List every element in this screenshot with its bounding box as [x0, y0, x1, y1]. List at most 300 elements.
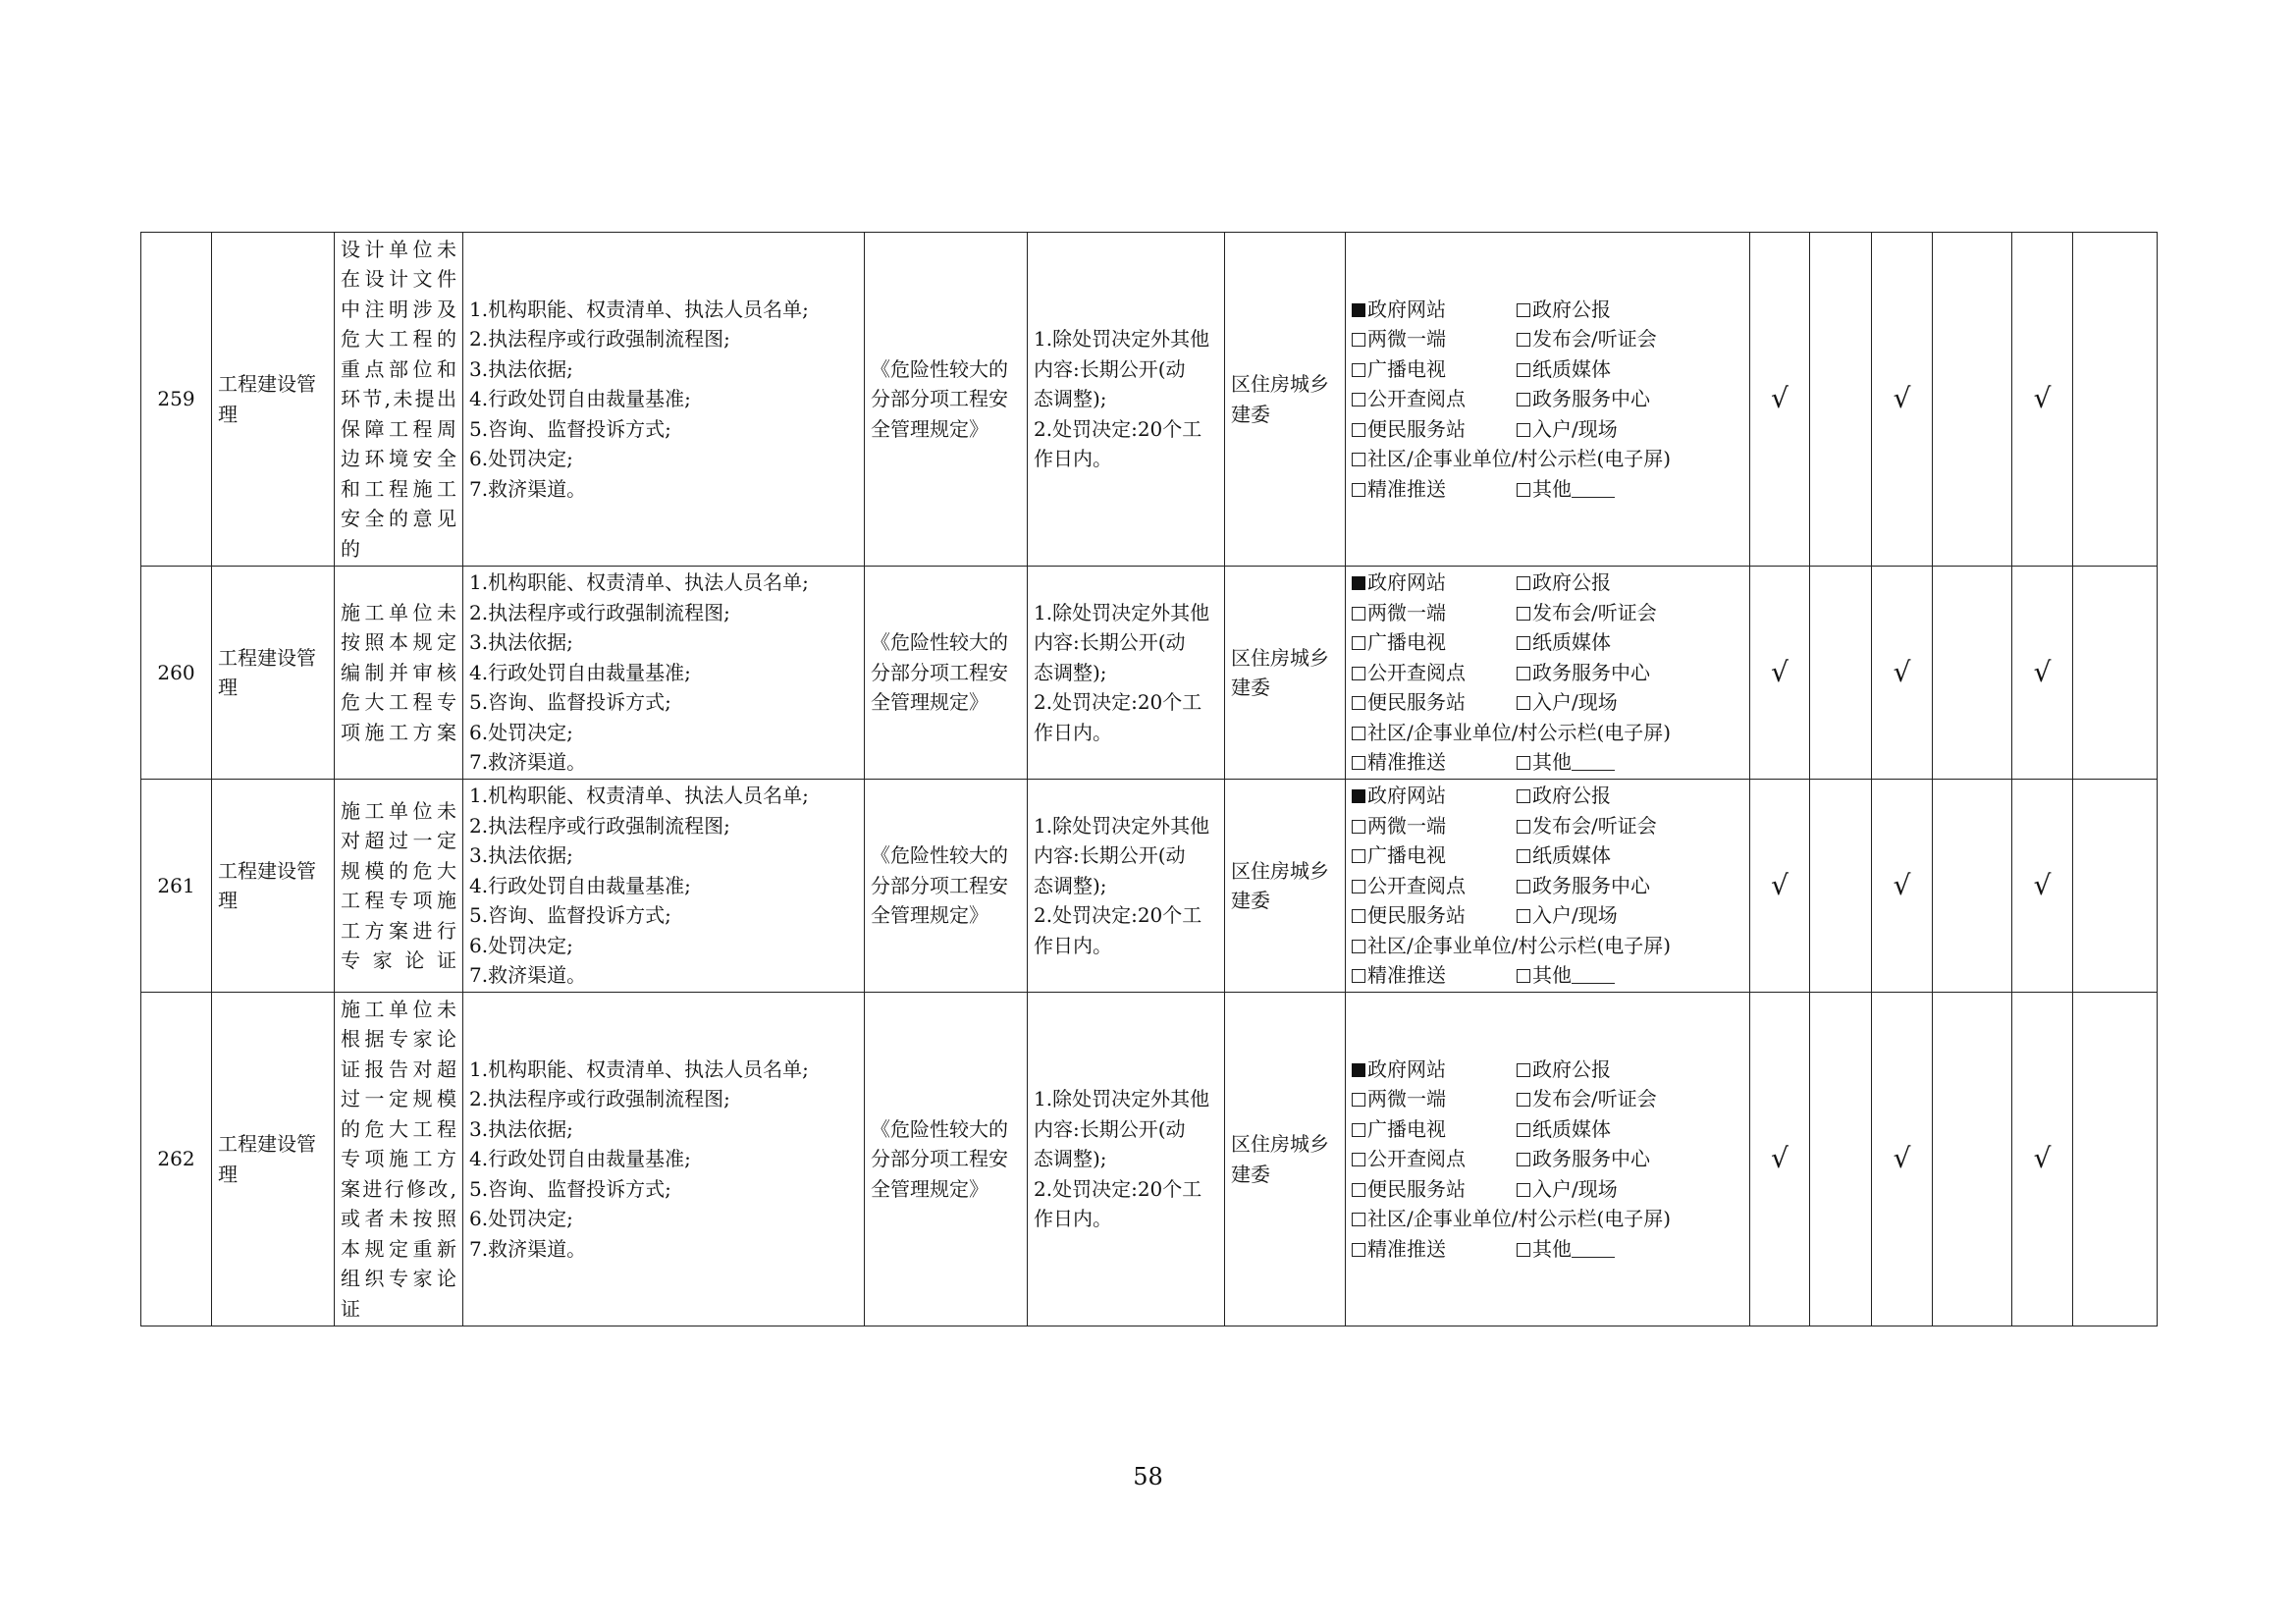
content-text-line: 4.行政处罚自由裁量基准; — [469, 873, 691, 897]
channel-option[interactable] — [1352, 1174, 1517, 1205]
mark-cell — [2012, 233, 2073, 567]
timing-text-line: 内容:长期公开(动 — [1034, 1116, 1186, 1141]
basis-cell — [865, 780, 1028, 993]
item-text — [341, 796, 456, 976]
checkbox-icon[interactable] — [1517, 393, 1530, 406]
item-cell — [335, 567, 463, 780]
item-text-line: 本规定重新 — [341, 1236, 456, 1261]
checkbox-icon[interactable] — [1352, 820, 1365, 834]
item-text — [341, 598, 456, 748]
channel-option[interactable] — [1352, 627, 1517, 658]
channel-label: 广播电视 — [1367, 356, 1446, 381]
checkbox-icon[interactable] — [1352, 607, 1365, 621]
content-text — [469, 295, 858, 505]
item-text-line: 环节,未提出 — [341, 387, 456, 411]
channel-label: 入户/现场 — [1532, 690, 1618, 715]
subject-text-line: 建委 — [1231, 676, 1270, 699]
basis-text-line: 分部分项工程安 — [871, 1147, 1008, 1171]
channel-option[interactable] — [1352, 1204, 1743, 1234]
content-text-line: 6.处罚决定; — [469, 720, 573, 744]
timing-text-line: 作日内。 — [1034, 720, 1112, 744]
timing-text — [1034, 811, 1218, 961]
category-text-line: 工程建设管 — [218, 1132, 316, 1156]
channel-label: 政府网站 — [1367, 297, 1446, 321]
channel-option[interactable] — [1517, 900, 1743, 931]
item-text-line: 危大工程专 — [341, 690, 456, 715]
channel-label: 政府公报 — [1532, 297, 1611, 321]
checkbox-icon[interactable] — [1517, 1123, 1530, 1137]
subject-text-line: 区住房城乡 — [1231, 858, 1329, 883]
timing-text-line: 作日内。 — [1034, 1207, 1112, 1231]
item-text-line: 中注明涉及 — [341, 297, 456, 321]
content-text-line: 4.行政处罚自由裁量基准; — [469, 660, 691, 684]
item-text-line: 施工单位未 — [341, 798, 456, 823]
category-text-line: 理 — [218, 889, 238, 912]
channel-option[interactable] — [1352, 658, 1517, 688]
checkbox-icon[interactable] — [1352, 393, 1365, 406]
checkbox-icon[interactable] — [1352, 483, 1365, 497]
subject-text-line: 建委 — [1231, 1162, 1270, 1186]
content-text-line: 5.咨询、监督投诉方式; — [469, 416, 671, 441]
content-text-line: 2.执法程序或行政强制流程图; — [469, 1087, 730, 1111]
item-text-line: 重点部位和 — [341, 356, 456, 381]
mark-cell — [1872, 567, 1933, 780]
channel-option[interactable] — [1517, 295, 1743, 325]
mark-cell — [2073, 780, 2158, 993]
channel-option[interactable] — [1352, 1234, 1517, 1265]
channel-option[interactable] — [1517, 627, 1743, 658]
check-mark: √ — [1771, 382, 1789, 415]
channel-option[interactable] — [1517, 1084, 1743, 1114]
timing-text-line: 态调整); — [1034, 660, 1107, 684]
channel-option[interactable] — [1352, 598, 1517, 628]
channel-option[interactable] — [1517, 871, 1743, 901]
checkbox-icon[interactable] — [1517, 696, 1530, 710]
item-cell — [335, 780, 463, 993]
mark-cell — [1810, 567, 1872, 780]
content-cell — [463, 233, 865, 567]
channel-label: 政府网站 — [1367, 784, 1446, 808]
channel-option[interactable] — [1352, 414, 1517, 445]
basis-cell — [865, 567, 1028, 780]
checkbox-icon[interactable] — [1352, 453, 1365, 466]
channel-option[interactable] — [1352, 687, 1517, 718]
mark-cell — [1872, 233, 1933, 567]
channel-label: 政府公报 — [1532, 784, 1611, 808]
content-cell — [463, 567, 865, 780]
content-text-line: 7.救济渠道。 — [469, 750, 587, 775]
check-mark: √ — [2033, 655, 2052, 688]
checkbox-icon[interactable] — [1517, 667, 1530, 680]
checkbox-icon[interactable] — [1352, 333, 1365, 347]
mark-cell — [2073, 233, 2158, 567]
row-number-cell — [141, 780, 212, 993]
channel-option[interactable] — [1352, 747, 1517, 778]
row-number-cell — [141, 233, 212, 567]
channel-label: 其他 — [1532, 750, 1572, 775]
category-cell — [212, 780, 335, 993]
checked-box-icon[interactable] — [1352, 576, 1365, 590]
item-text-line: 专项施工方 — [341, 1147, 456, 1171]
channel-label: 公开查阅点 — [1367, 387, 1466, 411]
channel-option[interactable] — [1517, 1174, 1743, 1205]
item-text-line: 施工单位未 — [341, 600, 456, 624]
channel-option[interactable] — [1352, 324, 1517, 354]
item-text-line: 证报告对超 — [341, 1056, 456, 1081]
checkbox-icon[interactable] — [1352, 727, 1365, 740]
check-mark: √ — [1893, 382, 1911, 415]
basis-text — [871, 1114, 1021, 1205]
mark-cell — [1810, 233, 1872, 567]
channel-label: 政府公报 — [1532, 1056, 1611, 1081]
item-text-line: 和工程施工 — [341, 476, 456, 501]
basis-text — [871, 840, 1021, 931]
checkbox-icon[interactable] — [1517, 423, 1530, 437]
channel-option[interactable] — [1517, 960, 1743, 991]
channel-label: 纸质媒体 — [1532, 630, 1611, 655]
basis-text-line: 全管理规定》 — [871, 1176, 988, 1201]
channel-list — [1352, 781, 1743, 991]
checkbox-icon[interactable] — [1517, 1153, 1530, 1166]
checkbox-icon[interactable] — [1517, 849, 1530, 863]
channel-option[interactable] — [1352, 718, 1743, 748]
timing-text-line: 2.处罚决定:20个工 — [1034, 690, 1202, 715]
timing-text-line: 作日内。 — [1034, 933, 1112, 957]
checkbox-icon[interactable] — [1517, 1183, 1530, 1197]
channel-label: 广播电视 — [1367, 630, 1446, 655]
channel-option[interactable] — [1352, 1144, 1517, 1174]
basis-text-line: 《危险性较大的 — [871, 630, 1008, 655]
timing-text-line: 1.除处罚决定外其他 — [1034, 327, 1210, 352]
basis-text — [871, 627, 1021, 718]
category-text — [218, 856, 328, 916]
channel-label: 公开查阅点 — [1367, 873, 1466, 897]
channel-option[interactable] — [1517, 840, 1743, 871]
basis-text-line: 全管理规定》 — [871, 903, 988, 928]
channel-label: 便民服务站 — [1367, 416, 1466, 441]
channel-label: 发布会/听证会 — [1532, 600, 1657, 624]
timing-cell — [1028, 780, 1225, 993]
content-cell — [463, 993, 865, 1326]
checkbox-icon[interactable] — [1352, 423, 1365, 437]
subject-text-line: 区住房城乡 — [1231, 372, 1329, 396]
content-text-line: 3.执法依据; — [469, 630, 573, 655]
channel-option[interactable] — [1517, 1114, 1743, 1145]
checked-box-icon[interactable] — [1352, 789, 1365, 803]
checkbox-icon[interactable] — [1517, 636, 1530, 650]
channel-option[interactable] — [1352, 871, 1517, 901]
channel-label: 两微一端 — [1367, 813, 1446, 838]
checked-box-icon[interactable] — [1352, 1063, 1365, 1077]
row-number: 262 — [157, 1147, 195, 1171]
checkbox-icon[interactable] — [1352, 1153, 1365, 1166]
mark-cell — [1750, 233, 1810, 567]
channel-label: 两微一端 — [1367, 327, 1446, 352]
checkbox-icon[interactable] — [1352, 969, 1365, 983]
channel-option[interactable] — [1352, 931, 1743, 961]
checkbox-icon[interactable] — [1352, 1243, 1365, 1257]
channel-option[interactable] — [1352, 384, 1517, 414]
timing-text-line: 内容:长期公开(动 — [1034, 356, 1186, 381]
checkbox-icon[interactable] — [1352, 363, 1365, 377]
item-text-line: 施工单位未 — [341, 997, 456, 1021]
channel-label: 广播电视 — [1367, 1116, 1446, 1141]
channel-option[interactable] — [1352, 444, 1743, 474]
checkbox-icon[interactable] — [1352, 1123, 1365, 1137]
channel-option[interactable] — [1352, 1055, 1517, 1085]
checked-box-icon[interactable] — [1352, 303, 1365, 317]
checkbox-icon[interactable] — [1352, 1213, 1365, 1226]
row-number-cell — [141, 993, 212, 1326]
category-text-line: 工程建设管 — [218, 645, 316, 670]
subject-cell — [1225, 567, 1346, 780]
item-text-line: 规模的危大 — [341, 858, 456, 883]
item-text-line: 的危大工程 — [341, 1116, 456, 1141]
channel-option[interactable] — [1517, 781, 1743, 811]
content-text-line: 7.救济渠道。 — [469, 476, 587, 501]
channel-label: 两微一端 — [1367, 600, 1446, 624]
content-text-line: 3.执法依据; — [469, 356, 573, 381]
channel-option[interactable] — [1352, 781, 1517, 811]
channel-label: 两微一端 — [1367, 1087, 1446, 1111]
item-text-line: 编制并审核 — [341, 660, 456, 684]
mark-cell — [1750, 993, 1810, 1326]
channel-label: 便民服务站 — [1367, 903, 1466, 928]
timing-text — [1034, 1084, 1218, 1234]
category-text-line: 工程建设管 — [218, 858, 316, 883]
subject-text — [1231, 856, 1339, 916]
timing-text-line: 态调整); — [1034, 387, 1107, 411]
content-cell — [463, 780, 865, 993]
basis-text — [871, 354, 1021, 445]
channel-label: 精准推送 — [1367, 750, 1446, 775]
content-text-line: 4.行政处罚自由裁量基准; — [469, 387, 691, 411]
channel-label: 纸质媒体 — [1532, 843, 1611, 868]
checkbox-icon[interactable] — [1517, 820, 1530, 834]
channels-cell — [1346, 233, 1750, 567]
category-text-line: 工程建设管 — [218, 372, 316, 396]
item-text-line: 组织专家论 — [341, 1267, 456, 1291]
channel-option[interactable] — [1517, 1055, 1743, 1085]
checkbox-icon[interactable] — [1352, 696, 1365, 710]
content-text-line: 2.执法程序或行政强制流程图; — [469, 327, 730, 352]
timing-cell — [1028, 993, 1225, 1326]
channel-label: 入户/现场 — [1532, 1176, 1618, 1201]
channels-cell — [1346, 567, 1750, 780]
item-text-line: 对超过一定 — [341, 829, 456, 852]
checkbox-icon[interactable] — [1517, 1063, 1530, 1077]
mark-cell — [1872, 780, 1933, 993]
table-row — [141, 780, 2158, 993]
channel-option[interactable] — [1352, 1084, 1517, 1114]
check-mark: √ — [1893, 655, 1911, 688]
item-text-line: 在设计文件 — [341, 267, 456, 292]
basis-text-line: 分部分项工程安 — [871, 873, 1008, 897]
row-number: 260 — [157, 660, 195, 684]
mark-cell — [1933, 780, 2012, 993]
timing-text-line: 态调整); — [1034, 1147, 1107, 1171]
checkbox-icon[interactable] — [1517, 880, 1530, 893]
basis-text-line: 分部分项工程安 — [871, 387, 1008, 411]
checkbox-icon[interactable] — [1517, 756, 1530, 770]
basis-text-line: 分部分项工程安 — [871, 660, 1008, 684]
table-row — [141, 233, 2158, 567]
checkbox-icon[interactable] — [1517, 576, 1530, 590]
channel-label: 政务服务中心 — [1532, 873, 1650, 897]
checkbox-icon[interactable] — [1352, 636, 1365, 650]
row-number: 261 — [157, 873, 195, 897]
channel-option[interactable] — [1352, 568, 1517, 598]
checkbox-icon[interactable] — [1517, 607, 1530, 621]
checkbox-icon[interactable] — [1517, 1243, 1530, 1257]
channel-label: 政务服务中心 — [1532, 387, 1650, 411]
channel-label: 便民服务站 — [1367, 1176, 1466, 1201]
item-text-line: 工程专项施 — [341, 889, 456, 912]
check-mark: √ — [1893, 1142, 1911, 1175]
content-text-line: 1.机构职能、权责清单、执法人员名单; — [469, 570, 809, 595]
checkbox-icon[interactable] — [1352, 756, 1365, 770]
item-text-line: 项施工方案 — [341, 720, 456, 744]
item-text — [341, 995, 456, 1325]
checkbox-icon[interactable] — [1352, 849, 1365, 863]
category-text — [218, 643, 328, 703]
fill-in-blank — [1572, 752, 1615, 771]
check-mark: √ — [1771, 655, 1789, 688]
checkbox-icon[interactable] — [1352, 909, 1365, 923]
channel-label: 便民服务站 — [1367, 690, 1466, 715]
channel-option[interactable] — [1517, 747, 1743, 778]
channel-option[interactable] — [1352, 900, 1517, 931]
item-text-line: 保障工程周 — [341, 416, 456, 441]
channel-option[interactable] — [1352, 960, 1517, 991]
channel-label: 公开查阅点 — [1367, 660, 1466, 684]
channel-label: 其他 — [1532, 1236, 1572, 1261]
row-number-cell — [141, 567, 212, 780]
channel-label: 其他 — [1532, 963, 1572, 988]
channel-option[interactable] — [1352, 354, 1517, 385]
mark-cell — [1810, 993, 1872, 1326]
channel-list — [1352, 295, 1743, 505]
timing-text-line: 2.处罚决定:20个工 — [1034, 903, 1202, 928]
subject-text-line: 区住房城乡 — [1231, 1132, 1329, 1156]
checkbox-icon[interactable] — [1517, 1093, 1530, 1107]
timing-text-line: 作日内。 — [1034, 447, 1112, 471]
category-text-line: 理 — [218, 402, 238, 426]
item-text-line: 边环境安全 — [341, 447, 456, 471]
timing-text-line: 内容:长期公开(动 — [1034, 630, 1186, 655]
checkbox-icon[interactable] — [1352, 1093, 1365, 1107]
item-text-line: 的 — [341, 536, 360, 561]
channel-label: 精准推送 — [1367, 1236, 1446, 1261]
channel-option[interactable] — [1517, 568, 1743, 598]
channel-option[interactable] — [1517, 811, 1743, 841]
channel-label: 其他 — [1532, 476, 1572, 501]
channel-label: 社区/企事业单位/村公示栏(电子屏) — [1367, 447, 1672, 471]
channel-option[interactable] — [1517, 384, 1743, 414]
channel-option[interactable] — [1352, 811, 1517, 841]
channel-option[interactable] — [1352, 1114, 1517, 1145]
checkbox-icon[interactable] — [1517, 333, 1530, 347]
subject-cell — [1225, 993, 1346, 1326]
checkbox-icon[interactable] — [1517, 909, 1530, 923]
channel-label: 入户/现场 — [1532, 416, 1618, 441]
category-text — [218, 1129, 328, 1189]
content-text — [469, 1055, 858, 1265]
channel-label: 政府网站 — [1367, 570, 1446, 595]
channel-label: 政府网站 — [1367, 1056, 1446, 1081]
table-row — [141, 567, 2158, 780]
content-text-line: 1.机构职能、权责清单、执法人员名单; — [469, 1056, 809, 1081]
item-text-line: 危大工程的 — [341, 327, 456, 352]
checkbox-icon[interactable] — [1352, 1183, 1365, 1197]
checkbox-icon[interactable] — [1517, 969, 1530, 983]
channel-option[interactable] — [1517, 474, 1743, 505]
basis-cell — [865, 233, 1028, 567]
checkbox-icon[interactable] — [1517, 483, 1530, 497]
content-text-line: 5.咨询、监督投诉方式; — [469, 690, 671, 715]
channel-option[interactable] — [1352, 474, 1517, 505]
channel-option[interactable] — [1352, 295, 1517, 325]
content-text-line: 1.机构职能、权责清单、执法人员名单; — [469, 297, 809, 321]
channel-option[interactable] — [1517, 354, 1743, 385]
checkbox-icon[interactable] — [1517, 363, 1530, 377]
channel-label: 政务服务中心 — [1532, 660, 1650, 684]
channel-option[interactable] — [1517, 658, 1743, 688]
checkbox-icon[interactable] — [1517, 303, 1530, 317]
content-text-line: 7.救济渠道。 — [469, 963, 587, 988]
channel-option[interactable] — [1517, 687, 1743, 718]
channel-option[interactable] — [1517, 1234, 1743, 1265]
timing-text-line: 2.处罚决定:20个工 — [1034, 416, 1202, 441]
content-text-line: 3.执法依据; — [469, 1116, 573, 1141]
row-number: 259 — [157, 387, 195, 411]
disclosure-table — [140, 232, 2158, 1326]
item-text-line: 安全的意见 — [341, 507, 456, 531]
item-text-line: 专家论证 — [341, 948, 456, 972]
check-mark: √ — [2033, 868, 2052, 901]
mark-cell — [2012, 993, 2073, 1326]
channel-option[interactable] — [1517, 414, 1743, 445]
channel-option[interactable] — [1517, 1144, 1743, 1174]
content-text-line: 2.执法程序或行政强制流程图; — [469, 813, 730, 838]
item-text — [341, 235, 456, 565]
channel-label: 纸质媒体 — [1532, 1116, 1611, 1141]
subject-text — [1231, 1129, 1339, 1189]
content-text-line: 5.咨询、监督投诉方式; — [469, 903, 671, 928]
channel-option[interactable] — [1517, 324, 1743, 354]
item-text-line: 根据专家论 — [341, 1027, 456, 1052]
channel-label: 政府公报 — [1532, 570, 1611, 595]
checkbox-icon[interactable] — [1352, 940, 1365, 953]
timing-text-line: 1.除处罚决定外其他 — [1034, 813, 1210, 838]
channel-label: 社区/企事业单位/村公示栏(电子屏) — [1367, 1207, 1672, 1231]
mark-cell — [1872, 993, 1933, 1326]
timing-cell — [1028, 233, 1225, 567]
basis-cell — [865, 993, 1028, 1326]
channel-option[interactable] — [1517, 598, 1743, 628]
checkbox-icon[interactable] — [1352, 880, 1365, 893]
checkbox-icon[interactable] — [1517, 789, 1530, 803]
check-mark: √ — [2033, 1142, 2052, 1175]
channel-label: 社区/企事业单位/村公示栏(电子屏) — [1367, 933, 1672, 957]
item-text-line: 工方案进行 — [341, 918, 456, 943]
category-cell — [212, 993, 335, 1326]
subject-text-line: 建委 — [1231, 889, 1270, 912]
content-text-line: 5.咨询、监督投诉方式; — [469, 1176, 671, 1201]
checkbox-icon[interactable] — [1352, 667, 1365, 680]
channel-option[interactable] — [1352, 840, 1517, 871]
subject-text-line: 区住房城乡 — [1231, 645, 1329, 670]
